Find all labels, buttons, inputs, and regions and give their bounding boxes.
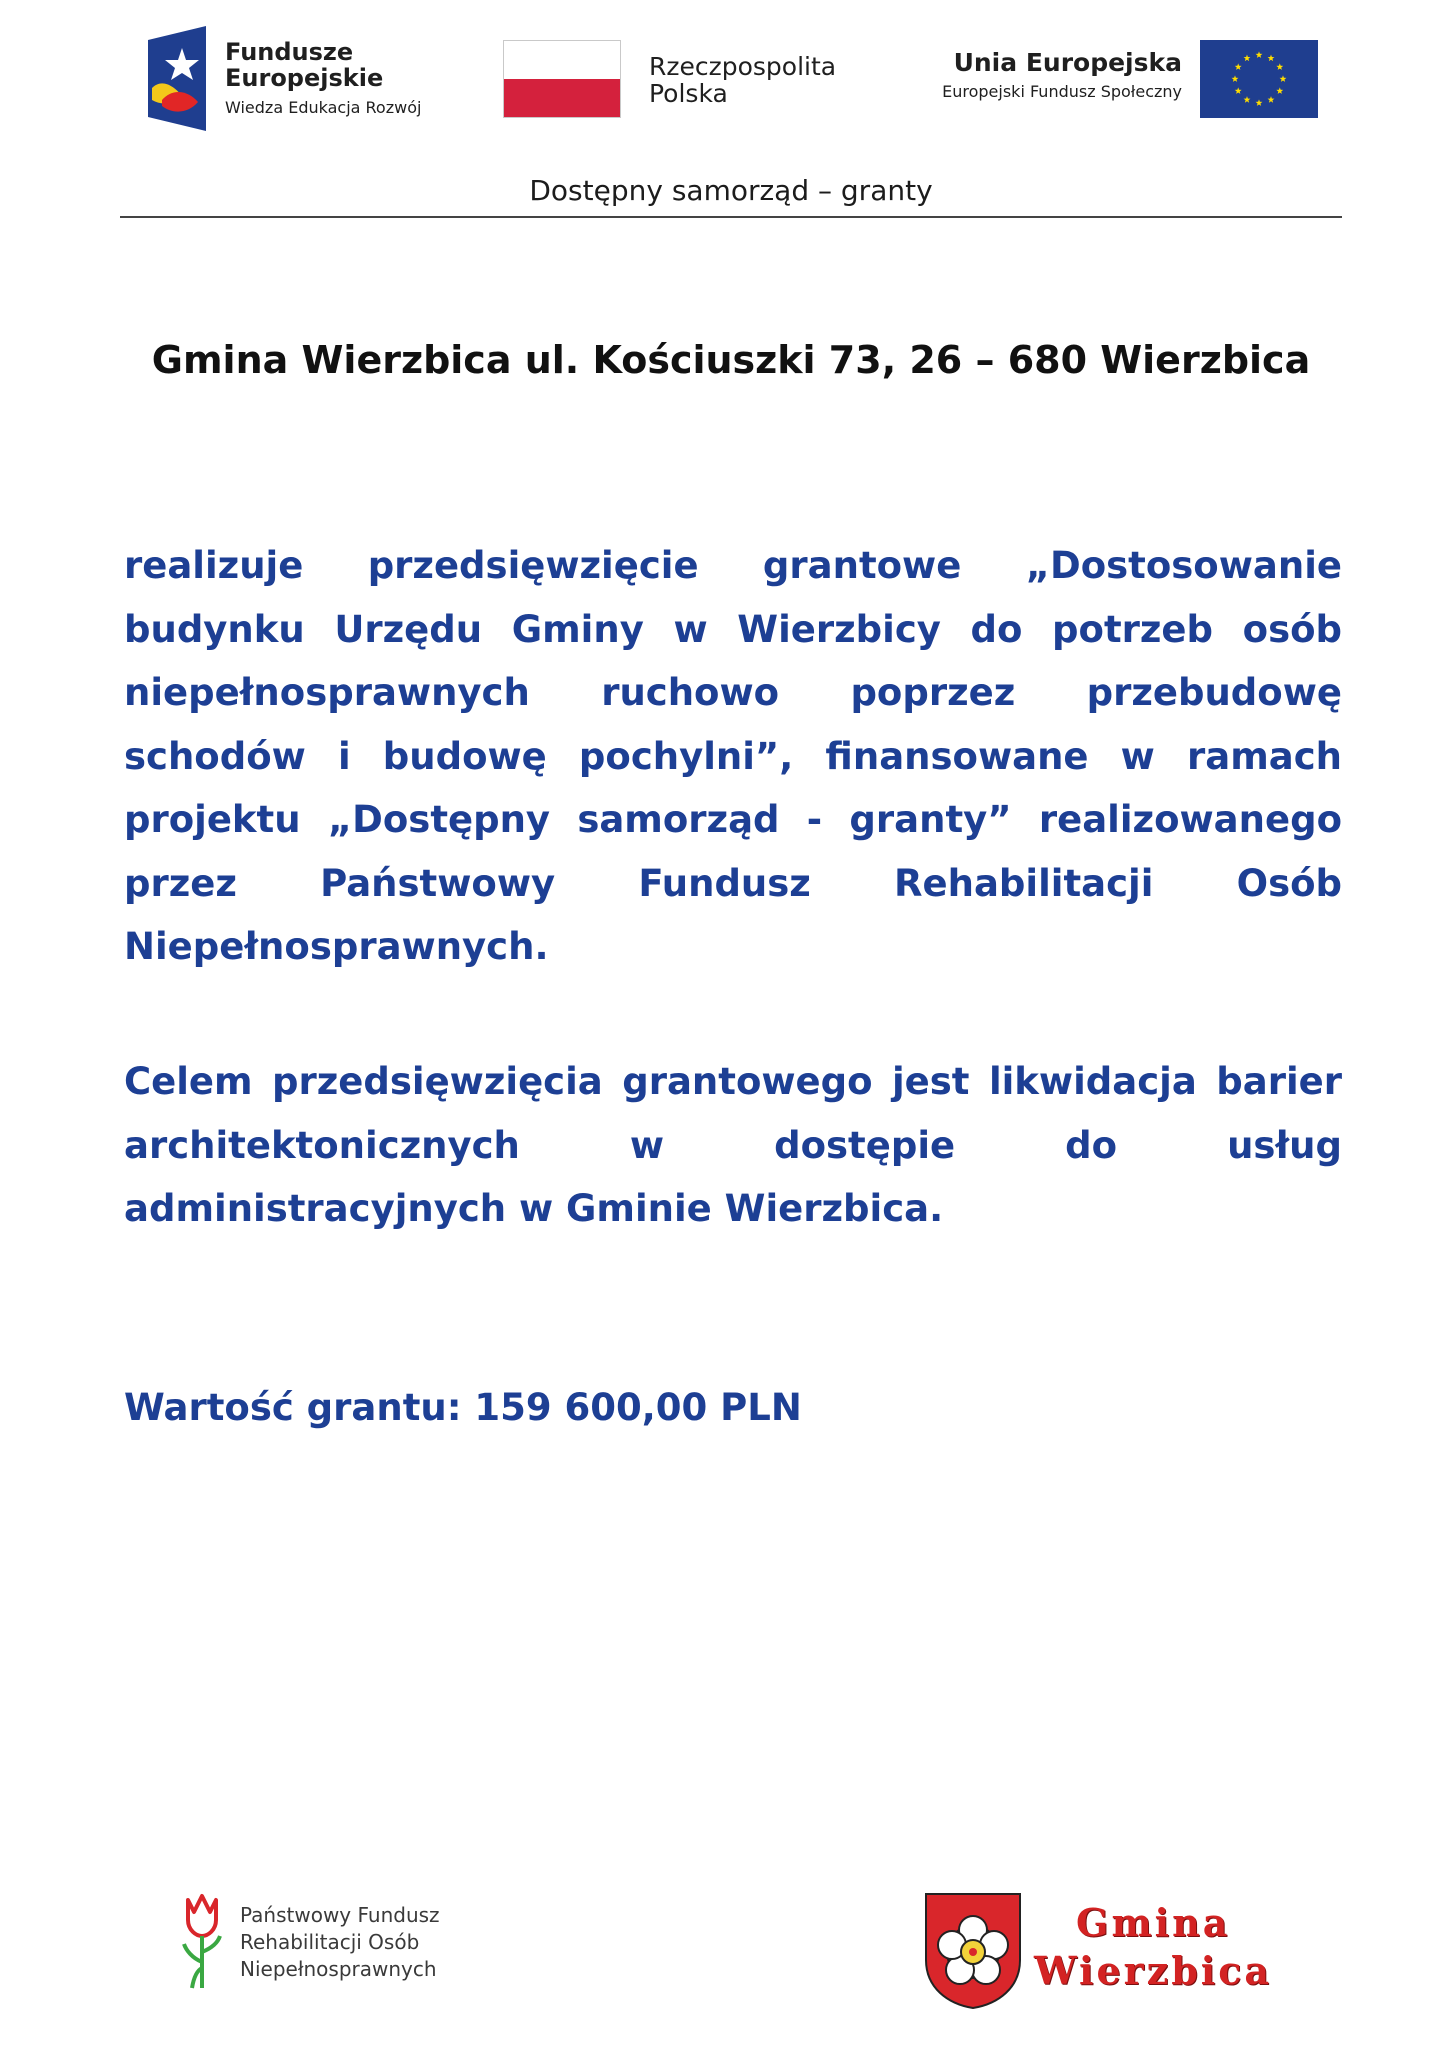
gmina-wierzbica-coat-of-arms-icon <box>924 1892 1022 2010</box>
fe-logo-subtitle: Wiedza Edukacja Rozwój <box>225 98 422 117</box>
ue-logo-name: Unia Europejska <box>953 48 1182 77</box>
grantee-address: Gmina Wierzbica ul. Kościuszki 73, 26 – 680 Wierzbica <box>151 338 1311 382</box>
pfron-logo-line1: Państwowy Fundusz <box>240 1903 440 1927</box>
polish-flag-icon <box>503 40 621 118</box>
eu-flag-icon <box>1200 40 1318 118</box>
project-goal-paragraph: Celem przedsięwzięcia grantowego jest likwidacja barier architektonicznych w dostępie do usług administracyjnych w Gminie Wierzbica. <box>124 1060 1342 1230</box>
unia-europejska-logo <box>918 40 1318 122</box>
gmina-wierzbica-logo <box>924 1892 1294 2012</box>
grant-value: Wartość grantu: 159 600,00 PLN <box>124 1386 802 1429</box>
pfron-logo <box>178 1890 478 1990</box>
project-description-paragraph: realizuje przedsięwzięcie grantowe „Dostosowanie budynku Urzędu Gminy w Wierzbicy do potrzeb osób niepełnosprawnych ruchowo poprzez przebudowę schodów i budowę pochylni”, finansowane w ramach projektu „Dostępny samorząd - granty” realizowanego przez Państwowy Fundusz Rehabilitacji Osób Niepełnosprawnych. <box>124 544 1342 968</box>
fundusze-europejskie-star-icon <box>148 26 206 131</box>
fundusze-europejskie-logo <box>148 26 438 131</box>
pfron-logo-line3: Niepełnosprawnych <box>240 1957 437 1981</box>
gmina-logo-line2: Wierzbica <box>1034 1948 1272 1993</box>
rzeczpospolita-polska-logo <box>503 40 863 122</box>
fe-logo-line1: Fundusze <box>225 38 354 66</box>
header-divider <box>120 216 1342 218</box>
running-title: Dostępny samorząd – granty <box>529 174 933 207</box>
pfron-tulip-icon <box>178 1890 226 1990</box>
pfron-logo-line2: Rehabilitacji Osób <box>240 1930 420 1954</box>
ue-logo-subtitle: Europejski Fundusz Społeczny <box>942 82 1182 101</box>
fe-logo-line2: Europejskie <box>225 64 384 92</box>
rp-logo-line2: Polska <box>649 79 728 108</box>
gmina-logo-line1: Gmina <box>1076 1900 1231 1945</box>
rp-logo-line1: Rzeczpospolita <box>649 52 837 81</box>
